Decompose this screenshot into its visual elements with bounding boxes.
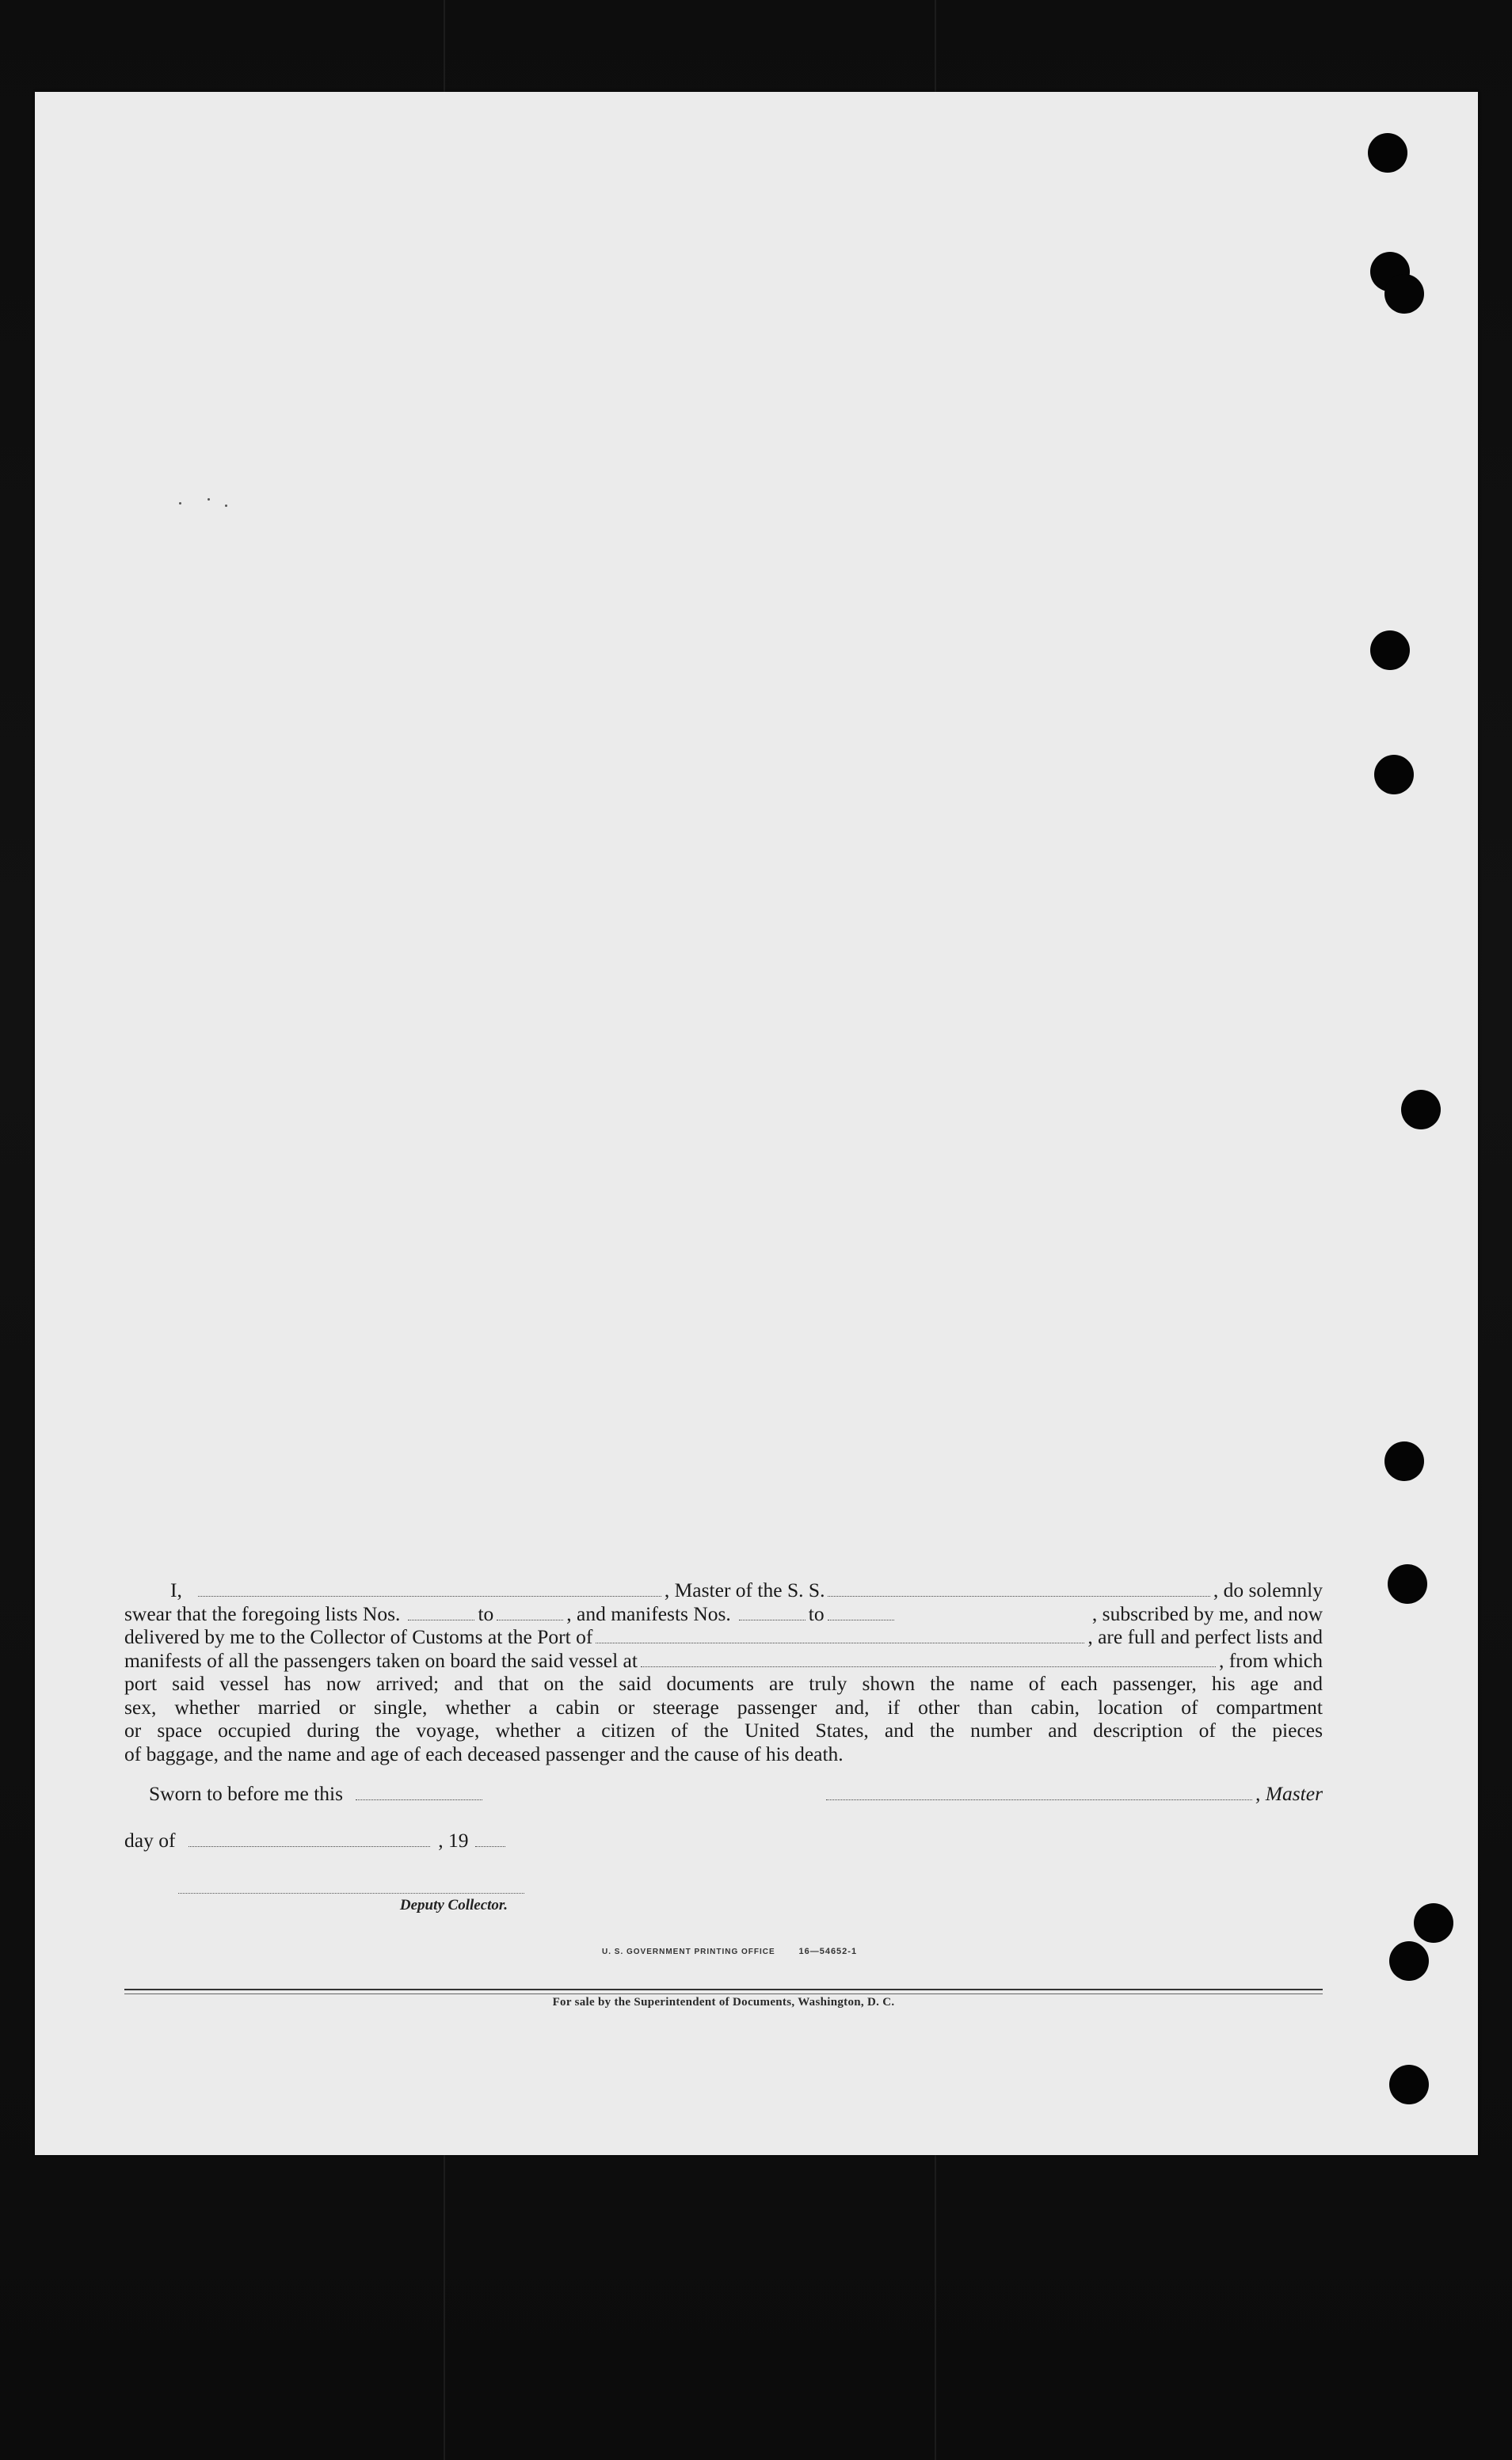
sale-notice: For sale by the Superintendent of Documents, Washington, D. C. (552, 1996, 895, 2009)
footer-rule (124, 1989, 1323, 1994)
month-blank (189, 1832, 430, 1847)
oath-to-2: to (808, 1601, 825, 1625)
oath-line-1 (124, 1578, 1323, 1602)
manifest-to-blank (828, 1605, 894, 1620)
punch-hole (1368, 133, 1407, 173)
punch-hole (1388, 1564, 1427, 1604)
port-blank (596, 1628, 1084, 1643)
oath-line-6: sex, whether married or single, whether a cabin or steerage passenger and, if other than cabin, location of compartment (124, 1695, 1323, 1719)
punch-hole (1414, 1903, 1453, 1943)
oath-line-2 (124, 1602, 1323, 1626)
oath-master-of-ss: , Master of the S. S. (664, 1578, 825, 1601)
oath-from-which: , from which (1218, 1648, 1323, 1672)
punch-hole (1374, 755, 1414, 794)
punch-hole (1401, 1090, 1441, 1129)
oath-swear-lists: swear that the foregoing lists Nos. (124, 1601, 401, 1625)
punch-hole (1389, 2065, 1429, 2104)
speck (208, 498, 210, 501)
speck (179, 502, 181, 505)
printing-office-imprint (602, 1947, 857, 1956)
master-signature-blank (826, 1785, 1252, 1800)
sworn-day-blank (356, 1785, 482, 1800)
oath-line-5: port said vessel has now arrived; and that on the said documents are truly shown the name of each passenger, his age and (124, 1672, 1323, 1695)
oath-line-4 (124, 1649, 1323, 1673)
oath-do-solemnly: , do solemnly (1213, 1578, 1323, 1601)
sworn-line (149, 1782, 486, 1806)
vessel-name-blank (828, 1582, 1209, 1597)
oath-delivered: delivered by me to the Collector of Customs at the Port of (124, 1625, 593, 1648)
punch-hole (1384, 1441, 1424, 1481)
oath-subscribed: , subscribed by me, and now (1091, 1601, 1323, 1625)
sworn-label: Sworn to before me this (149, 1782, 344, 1805)
manifest-from-blank (739, 1605, 806, 1620)
oath-manifests-all: manifests of all the passengers taken on board the said vessel at (124, 1648, 638, 1672)
master-oath-paragraph (124, 1578, 1323, 1765)
year-label: , 19 (438, 1829, 469, 1852)
year-blank (475, 1832, 505, 1847)
punch-hole (1370, 630, 1410, 670)
day-of-line (124, 1829, 508, 1853)
gpo-label: U. S. GOVERNMENT PRINTING OFFICE (602, 1948, 775, 1956)
list-to-blank (497, 1605, 563, 1620)
punch-hole (1384, 274, 1424, 314)
oath-line-3 (124, 1625, 1323, 1649)
oath-line-7: or space occupied during the voyage, whether a citizen of the United States, and the number and description of the pieces (124, 1719, 1323, 1742)
master-name-blank (198, 1582, 661, 1597)
deputy-signature-rule (178, 1893, 524, 1894)
oath-and-manifests: , and manifests Nos. (566, 1601, 731, 1625)
master-label: , Master (1255, 1782, 1323, 1805)
oath-i: I, (170, 1578, 182, 1601)
form-number: 16—54652-1 (798, 1947, 858, 1956)
list-from-blank (408, 1605, 474, 1620)
departure-port-blank (641, 1652, 1216, 1667)
master-signature-line (826, 1782, 1323, 1806)
oath-full-perfect: , are full and perfect lists and (1087, 1625, 1323, 1648)
deputy-collector-label: Deputy Collector. (399, 1897, 508, 1914)
punch-hole (1389, 1941, 1429, 1981)
oath-line-8: of baggage, and the name and age of each deceased passenger and the cause of his death. (124, 1742, 844, 1765)
speck (225, 505, 227, 507)
day-of-label: day of (124, 1829, 176, 1852)
oath-to-1: to (478, 1601, 494, 1625)
